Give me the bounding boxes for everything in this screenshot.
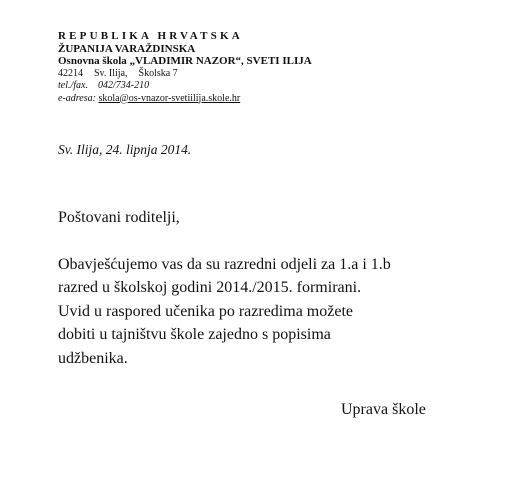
letter-greeting: Poštovani roditelji, [58, 209, 180, 226]
letter-body [58, 253, 498, 370]
phone-value: 042/734-210 [98, 80, 150, 91]
letter-body-line: dobiti u tajništvu škole zajedno s popisima [58, 326, 331, 344]
letterhead-country: REPUBLIKA HRVATSKA [58, 30, 243, 42]
email-label: e-adresa: [58, 92, 96, 104]
letterhead-phone [58, 80, 478, 93]
letter-body-line: Uvid u raspored učenika po razredima možete [58, 302, 353, 320]
letterhead-school-name: Osnovna škola „VLADIMIR NAZOR“, SVETI ILIJA [58, 55, 312, 67]
letterhead-email [58, 93, 478, 106]
letterhead [58, 30, 478, 105]
address-town: Sv. Ilija, [94, 67, 128, 79]
phone-label: tel./fax. [58, 80, 88, 91]
email-link[interactable]: skola@os-vnazor-svetiilija.skole.hr [98, 92, 241, 104]
letter-signature: Uprava škole [341, 401, 426, 418]
letter-body-line: Obavješćujemo vas da su razredni odjeli za 1.a i 1.b [58, 256, 391, 273]
letter-date: Sv. Ilija, 24. lipnja 2014. [58, 142, 192, 157]
letterhead-address [58, 68, 478, 81]
letter-body-line: udžbenika. [58, 349, 128, 367]
address-street: Školska 7 [138, 67, 178, 79]
letter-body-line: razred u školskoj godini 2014./2015. formirani. [58, 279, 362, 297]
address-postal-code: 42214 [58, 67, 83, 79]
letterhead-county: ŽUPANIJA VARAŽDINSKA [58, 42, 196, 55]
